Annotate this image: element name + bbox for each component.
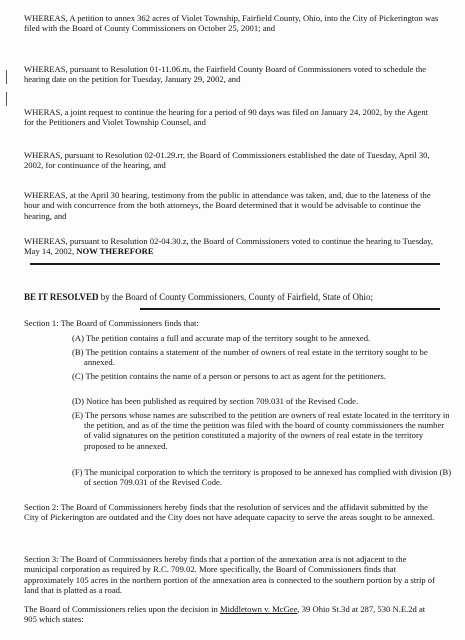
resolved-lead: BE IT RESOLVED	[24, 292, 99, 302]
finding-e: (E) The persons whose names are subscribed to the petition are owners of real estate located in the territory in the petition, and as of the time the petition was filed with the board of county commissioners the number of valid signatures on the petition constituted a majority of the owners of real estate in the territory proposed to be annexed.	[72, 410, 450, 451]
whereas-paragraph-6	[24, 236, 440, 257]
divider-rule	[30, 263, 440, 265]
reliance-paragraph	[24, 604, 440, 625]
whereas-paragraph-4: WHERAS, pursuant to Resolution 02-01.29.rr, the Board of Commissioners established the date of Tuesday, April 30, 2002, for continuance of the hearing, and	[24, 150, 430, 171]
whereas-paragraph-5: WHEREAS, at the April 30 hearing, testimony from the public in attendance was taken, and, due to the lateness of the hour and with concurrence from the both attorneys, the Board determined that it would be advisable to continue the hearing, and	[24, 190, 431, 221]
reliance-after: , 39 Ohio St.3d at 287, 530 N.E.2d at 905 which states:	[24, 604, 426, 625]
whereas-paragraph-3: WHERAS, a joint request to continue the hearing for a period of 90 days was filed on January 24, 2002, by the Agent for the Petitioners and Violet Township Counsel, and	[24, 107, 429, 128]
finding-f: (F) The municipal corporation to which the territory is proposed to be annexed has complied with division (B) of section 709.031 of the Revised Code.	[72, 467, 452, 488]
reliance-before: The Board of Commissioners relies upon the decision in	[24, 604, 220, 614]
margin-mark	[6, 92, 7, 106]
finding-b: (B) The petition contains a statement of the number of owners of real estate in the territory sought to be annexed.	[72, 347, 428, 368]
resolved-rest: by the Board of County Commissioners, County of Fairfield, State of Ohio;	[98, 292, 374, 302]
whereas-paragraph-1: WHEREAS, A petition to annex 362 acres of Violet Township, Fairfield County, Ohio, into the City of Pickerington was filed with the Board of County Commissioners on October 25, 2001; and	[24, 13, 439, 34]
whereas-paragraph-6-text: WHEREAS, pursuant to Resolution 02-04.30.z, the Board of Commissioners voted to continue the hearing to Tuesday, May 14, 2002,	[24, 236, 434, 257]
case-citation: Middletown v. McGee	[219, 604, 298, 614]
section-3: Section 3: The Board of Commissioners hereby finds that a portion of the annexation area is not adjacent to the municipal corporation as required by R.C. 709.02. More specifically, the Board of Commissioners finds that approximately 105 acres in the northern portion of the annexation area is connected to the southern portion by a strip of land that is platted as a road.	[24, 554, 435, 596]
now-therefore: NOW THEREFORE	[76, 246, 154, 257]
divider-rule-short	[140, 308, 440, 310]
section-2: Section 2: The Board of Commissioners hereby finds that the resolution of services and the affidavit submitted by the City of Pickerington are outdated and the City does not have adequate capacity to serve the areas sought to be annexed.	[24, 502, 435, 523]
finding-a: (A) The petition contains a full and accurate map of the territory sought to be annexed.	[72, 333, 371, 343]
finding-c: (C) The petition contains the name of a person or persons to act as agent for the petitioners.	[72, 371, 386, 381]
margin-mark	[6, 70, 7, 84]
section-1-intro: Section 1: The Board of Commissioners finds that:	[24, 318, 199, 328]
resolved-clause	[24, 292, 440, 302]
whereas-paragraph-2: WHEREAS, pursuant to Resolution 01-11.06.m, the Fairfield County Board of Commissioners voted to schedule the hearing date on the petition for Tuesday, January 29, 2002, and	[24, 64, 427, 85]
finding-d: (D) Notice has been published as required by section 709.031 of the Revised Code.	[72, 396, 359, 406]
